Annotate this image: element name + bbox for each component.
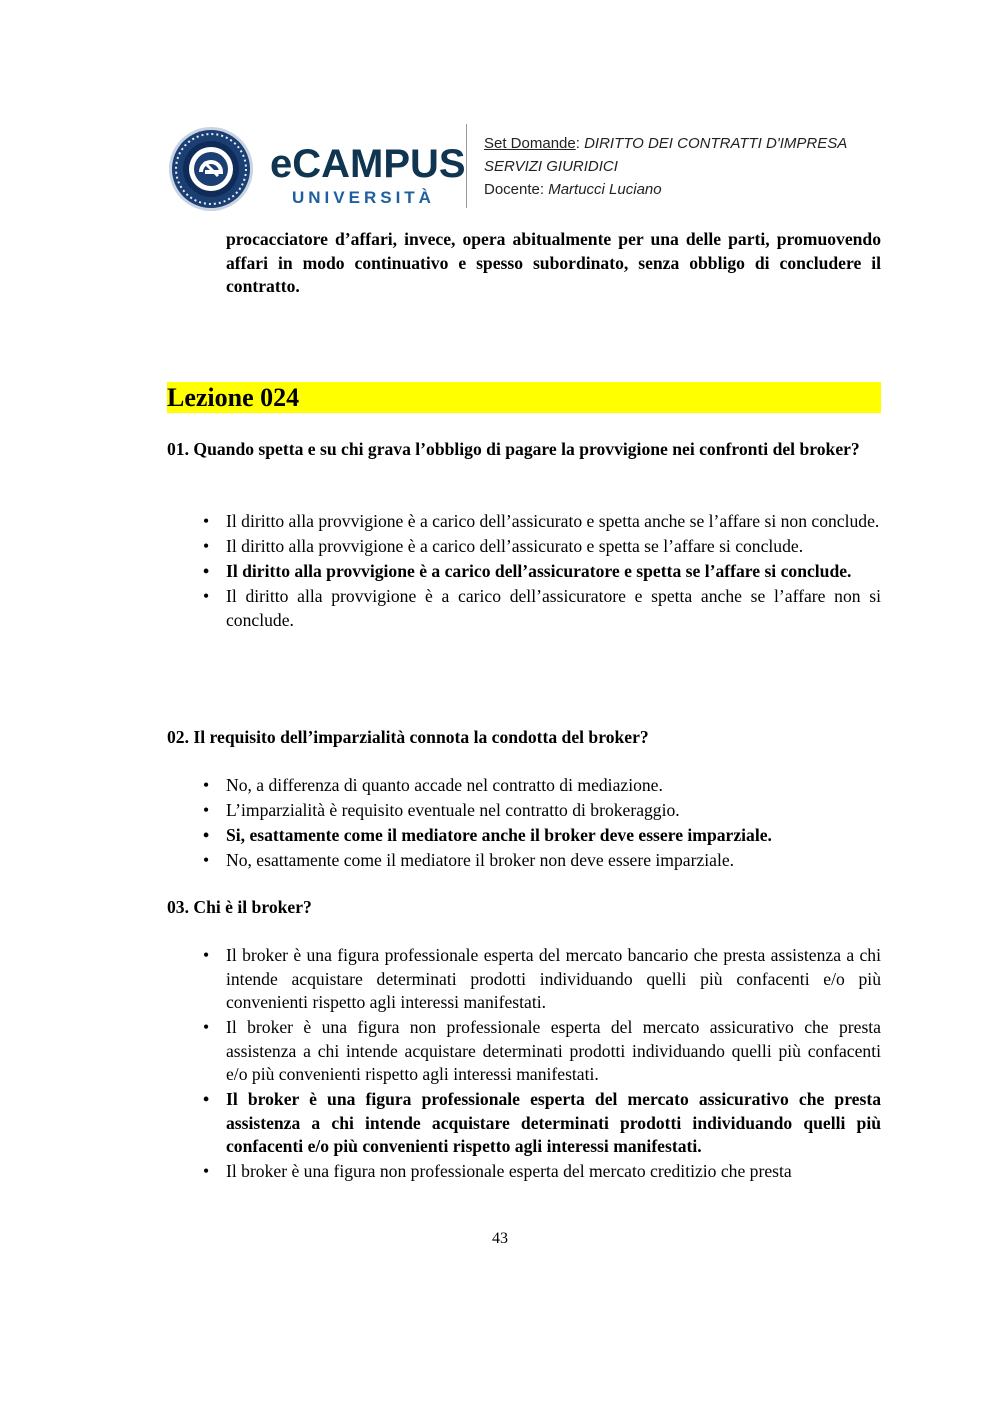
question-3: 03. Chi è il broker? xyxy=(167,897,312,917)
university-seal-logo xyxy=(168,126,254,212)
bullet-icon: • xyxy=(203,945,210,965)
option-text: Il diritto alla provvigione è a carico dell’assicuratore e spetta anche se l’affare non si conclude. xyxy=(226,586,881,630)
header-divider xyxy=(466,124,467,208)
option-3-a xyxy=(200,944,881,1015)
bullet-icon: • xyxy=(203,1161,210,1181)
bullet-icon: • xyxy=(203,586,210,606)
bullet-icon: • xyxy=(203,775,210,795)
option-2-b xyxy=(200,799,881,823)
option-text: No, esattamente come il mediatore il broker non deve essere imparziale. xyxy=(226,850,735,870)
option-2-a xyxy=(200,774,881,798)
set-value-2: SERVIZI GIURIDICI xyxy=(484,158,618,175)
bullet-icon: • xyxy=(203,825,210,845)
option-1-b xyxy=(200,535,881,559)
option-2-c-correct xyxy=(200,824,881,848)
bullet-icon: • xyxy=(203,561,210,581)
option-1-c-correct xyxy=(200,560,881,584)
set-value-1: DIRITTO DEI CONTRATTI D'IMPRESA xyxy=(584,135,848,152)
bullet-icon: • xyxy=(203,511,210,531)
header-meta xyxy=(484,132,847,201)
page-number: 43 xyxy=(492,1230,508,1247)
option-text: Il diritto alla provvigione è a carico dell’assicurato e spetta se l’affare si conclude. xyxy=(226,536,804,556)
option-text: Il broker è una figura professionale esperta del mercato assicurativo che presta assistenza a chi intende acquistare determinati prodotti individuando quelli più confacenti e/o più convenienti rispetto agli interessi manifestati. xyxy=(226,1089,881,1156)
option-3-b xyxy=(200,1016,881,1087)
option-text: Si, esattamente come il mediatore anche il broker deve essere imparziale. xyxy=(226,825,772,845)
bullet-icon: • xyxy=(203,800,210,820)
bullet-icon: • xyxy=(203,850,210,870)
option-1-d xyxy=(200,585,881,632)
lesson-heading: Lezione 024 xyxy=(167,382,881,413)
docente-label: Docente: xyxy=(484,181,545,198)
option-text: Il broker è una figura non professionale esperta del mercato creditizio che presta xyxy=(226,1161,792,1181)
bullet-icon: • xyxy=(203,1017,210,1037)
option-text: Il diritto alla provvigione è a carico dell’assicurato e spetta anche se l’affare si non conclude. xyxy=(226,511,880,531)
option-1-a xyxy=(200,510,881,534)
option-2-d xyxy=(200,849,881,873)
bullet-icon: • xyxy=(203,1089,210,1109)
option-3-c-correct xyxy=(200,1088,881,1159)
question-1: 01. Quando spetta e su chi grava l’obbligo di pagare la provvigione nei confronti del broker? xyxy=(167,439,860,459)
question-1-options xyxy=(200,510,881,634)
set-label: Set Domande xyxy=(484,135,576,152)
option-text: Il broker è una figura professionale esperta del mercato bancario che presta assistenza a chi intende acquistare determinati prodotti individuando quelli più confacenti e/o più convenienti rispetto agli interessi manifestati. xyxy=(226,945,881,1012)
set-line-2 xyxy=(484,155,847,178)
option-3-d xyxy=(200,1160,881,1184)
page-header xyxy=(168,122,888,212)
question-2: 02. Il requisito dell’imparzialità connota la condotta del broker? xyxy=(167,727,649,747)
brand-subtitle: UNIVERSITÀ xyxy=(292,188,435,207)
intro-paragraph: procacciatore d’affari, invece, opera abitualmente per una delle parti, promuovendo affari in modo continuativo e spesso subordinato, senza obbligo di concludere il contratto. xyxy=(226,229,881,296)
option-text: Il diritto alla provvigione è a carico dell’assicuratore e spetta se l’affare si conclude. xyxy=(226,561,852,581)
docente-value: Martucci Luciano xyxy=(548,181,662,198)
question-3-options xyxy=(200,944,881,1185)
option-text: No, a differenza di quanto accade nel contratto di mediazione. xyxy=(226,775,663,795)
question-2-options xyxy=(200,774,881,874)
option-text: Il broker è una figura non professionale esperta del mercato assicurativo che presta assistenza a chi intende acquistare determinati prodotti individuando quelli più confacenti e/o più convenienti rispetto agli interessi manifestati. xyxy=(226,1017,881,1084)
brand-wordmark: eCAMPUS xyxy=(270,142,466,186)
brand-logo xyxy=(270,144,466,208)
set-line: Set Domande: DIRITTO DEI CONTRATTI D'IMPRESA xyxy=(484,135,848,152)
docente-line xyxy=(484,178,847,201)
bullet-icon: • xyxy=(203,536,210,556)
option-text: L’imparzialità è requisito eventuale nel contratto di brokeraggio. xyxy=(226,800,680,820)
